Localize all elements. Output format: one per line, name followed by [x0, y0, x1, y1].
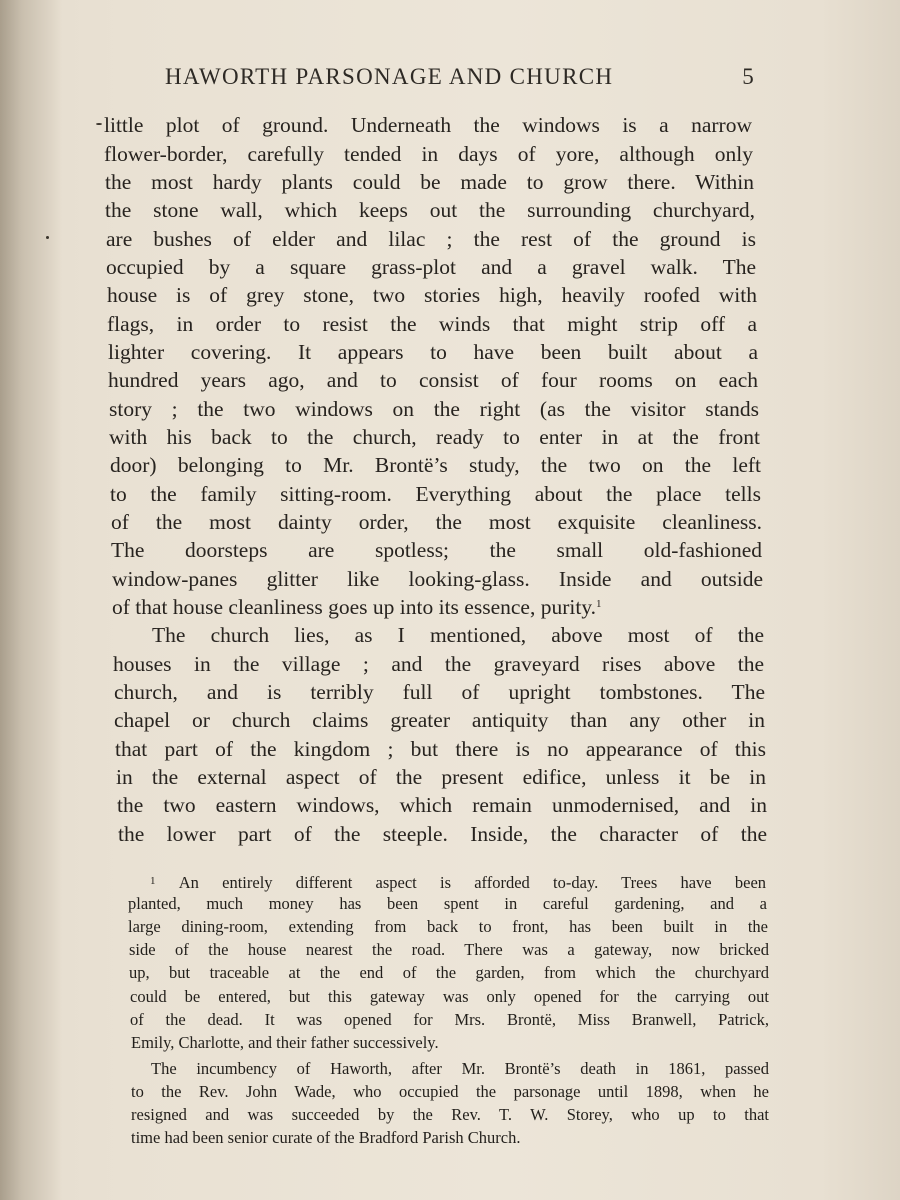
- footnote-line: Emily, Charlotte, and their father successively.: [131, 1033, 439, 1052]
- footnote-line: planted, much money has been spent in careful gardening, and a: [128, 894, 767, 913]
- body-line: the two eastern windows, which remain unmodernised, and in: [117, 793, 767, 817]
- footnote-line: up, but traceable at the end of the garden, from which the churchyard: [129, 963, 769, 982]
- footnote-line: resigned and was succeeded by the Rev. T. W. Storey, who up to that: [131, 1105, 769, 1124]
- body-line: in the external aspect of the present edifice, unless it be in: [116, 765, 766, 789]
- body-line: with his back to the church, ready to enter in at the front: [109, 425, 760, 449]
- body-line: chapel or church claims greater antiquity than any other in: [114, 708, 765, 732]
- body-line: occupied by a square grass-plot and a gravel walk. The: [106, 255, 756, 279]
- body-line: door) belonging to Mr. Brontë’s study, the two on the left: [110, 453, 761, 477]
- running-head-title: HAWORTH PARSONAGE AND CHURCH: [165, 64, 614, 89]
- body-line: that part of the kingdom ; but there is no appearance of this: [115, 737, 766, 761]
- footnote-line: could be entered, but this gateway was only opened for the carrying out: [130, 987, 769, 1006]
- body-line-text: of that house cleanliness goes up into its essence, purity.: [112, 595, 597, 619]
- running-head: [165, 60, 755, 94]
- footnote-text: An entirely different aspect is afforded to-day. Trees have been: [178, 873, 766, 892]
- paragraph-start-line: The church lies, as I mentioned, above most of the: [152, 623, 764, 647]
- footnote-marker: 1: [150, 875, 156, 887]
- footnote-line: to the Rev. John Wade, who occupied the parsonage until 1898, when he: [131, 1082, 769, 1101]
- paragraph-end-line: [112, 593, 763, 621]
- body-line: little plot of ground. Underneath the windows is a narrow: [104, 113, 752, 137]
- body-line: window-panes glitter like looking-glass. Inside and outside: [112, 567, 763, 591]
- body-line: lighter covering. It appears to have been built about a: [108, 340, 758, 364]
- body-line: story ; the two windows on the right (as the visitor stands: [109, 397, 759, 421]
- footnote-first-line: [150, 870, 766, 892]
- body-line: of the most dainty order, the most exquisite cleanliness.: [111, 510, 762, 534]
- footnote-paragraph-start: The incumbency of Haworth, after Mr. Brontë’s death in 1861, passed: [151, 1059, 769, 1078]
- body-line: are bushes of elder and lilac ; the rest of the ground is: [106, 227, 756, 251]
- body-line: flower-border, carefully tended in days of yore, although only: [104, 142, 753, 166]
- body-line: the stone wall, which keeps out the surrounding churchyard,: [105, 198, 755, 222]
- body-line: houses in the village ; and the graveyard rises above the: [113, 652, 764, 676]
- body-line: hundred years ago, and to consist of four rooms on each: [108, 368, 758, 392]
- body-line: the lower part of the steeple. Inside, the character of the: [118, 822, 767, 846]
- body-line: the most hardy plants could be made to grow there. Within: [105, 170, 754, 194]
- page-number: 5: [742, 64, 755, 89]
- body-line: flags, in order to resist the winds that might strip off a: [107, 312, 757, 336]
- footnote-line: time had been senior curate of the Bradford Parish Church.: [131, 1128, 521, 1147]
- body-line: house is of grey stone, two stories high, heavily roofed with: [107, 283, 757, 307]
- body-line: to the family sitting-room. Everything about the place tells: [110, 482, 761, 506]
- footnote-line: large dining-room, extending from back to front, has been built in the: [128, 917, 768, 936]
- footnote-line: side of the house nearest the road. There was a gateway, now bricked: [129, 940, 769, 959]
- body-line: church, and is terribly full of upright tombstones. The: [114, 680, 765, 704]
- footnote-line: of the dead. It was opened for Mrs. Brontë, Miss Branwell, Patrick,: [130, 1010, 769, 1029]
- footnote-reference: 1: [596, 598, 602, 610]
- body-line: The doorsteps are spotless; the small old-fashioned: [111, 538, 762, 562]
